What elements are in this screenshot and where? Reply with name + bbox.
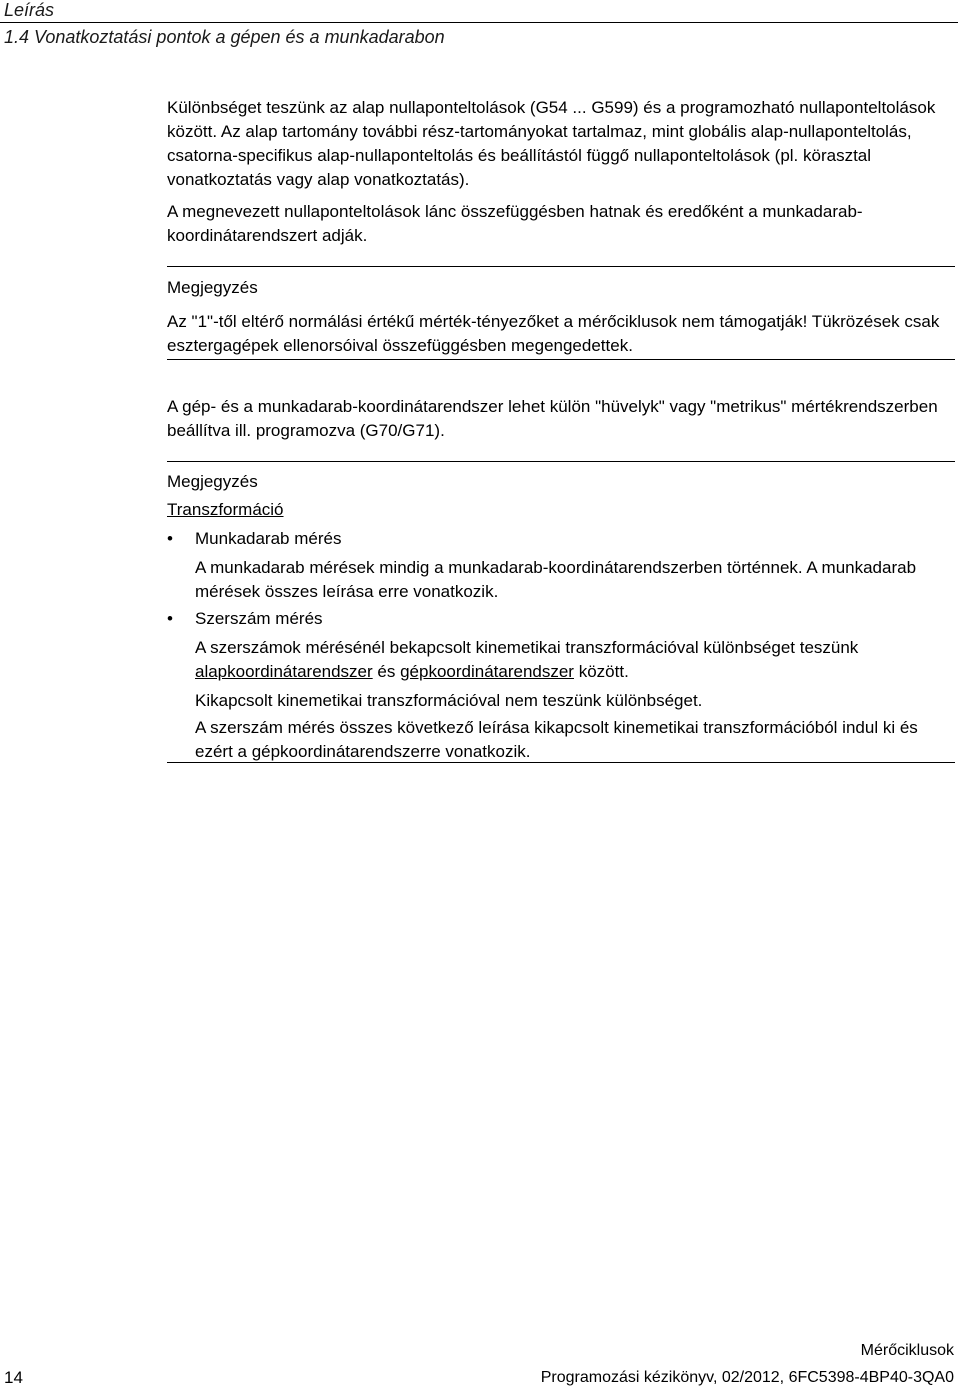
paragraph-units: A gép- és a munkadarab-koordinátarendszer lehet külön "hüvelyk" vagy "metrikus" mértékrendszerben beállítva ill. programozva (G70/G71).: [167, 397, 938, 440]
term-machine-coordinate-system: gépkoordinátarendszer: [400, 662, 574, 681]
bullet-tool-label: Szerszám mérés: [195, 609, 323, 628]
bullet-workpiece-text: A munkadarab mérések mindig a munkadarab-koordinátarendszerben történnek. A munkadarab mérések összes leírása erre vonatkozik.: [195, 558, 917, 601]
text-segment: A szerszámok mérésénél bekapcsolt kinemetikai transzformációval különbséget teszünk: [195, 638, 859, 657]
bullet-marker: •: [167, 609, 173, 628]
term-basic-coordinate-system: alapkoordinátarendszer: [195, 662, 373, 681]
note2-subtitle: Transzformáció: [167, 500, 284, 519]
note1-top-rule: [167, 266, 955, 267]
page-number: 14: [4, 1368, 23, 1387]
main-content: [167, 0, 955, 1390]
bullet-tool-text: [195, 636, 955, 684]
bullet-workpiece-label: Munkadarab mérés: [195, 529, 342, 548]
footer-product: Mérőciklusok: [860, 1342, 954, 1359]
text-segment: között.: [573, 662, 629, 681]
footer-manual: Programozási kézikönyv, 02/2012, 6FC5398-4BP40-3QA0: [540, 1369, 954, 1386]
bullet-marker: •: [167, 529, 173, 548]
section-title: Leírás: [4, 0, 55, 20]
bullet-tool-text3: A szerszám mérés összes következő leírása kikapcsolt kinemetikai transzformációból indul ki és ezért a gépkoordinátarendszerre vonatkozik.: [195, 718, 918, 761]
note2-bottom-rule: [167, 762, 955, 763]
note1-title: Megjegyzés: [167, 278, 258, 297]
section-subtitle: 1.4 Vonatkoztatási pontok a gépen és a munkadarabon: [4, 27, 445, 47]
note2-top-rule: [167, 461, 955, 462]
note2-title: Megjegyzés: [167, 472, 258, 491]
paragraph-zero-offsets: Különbséget teszünk az alap nullaponteltolások (G54 ... G599) és a programozható nullaponteltolások között. Az alap tartomány további rész-tartományokat tartalmaz, mint globális alap-nullaponteltolás, csatorna-specifikus alap-nullaponteltolás és beállítástól függő nullaponteltolások (pl. körasztal vonatkoztatás vagy alap vonatkoztatás).: [167, 98, 936, 189]
paragraph-chain: A megnevezett nullaponteltolások lánc összefüggésben hatnak és eredőként a munkadarab-koordinátarendszert adják.: [167, 202, 863, 245]
text-segment: és: [372, 662, 401, 681]
bullet-tool-text2: Kikapcsolt kinemetikai transzformációval nem teszünk különbséget.: [195, 691, 703, 710]
note1-text: Az "1"-től eltérő normálási értékű mérték-tényezőket a mérőciklusok nem támogatják! Tükrözések csak esztergagépek ellenorsóival összefüggésben megengedettek.: [167, 312, 940, 355]
note1-bottom-rule: [167, 359, 955, 360]
